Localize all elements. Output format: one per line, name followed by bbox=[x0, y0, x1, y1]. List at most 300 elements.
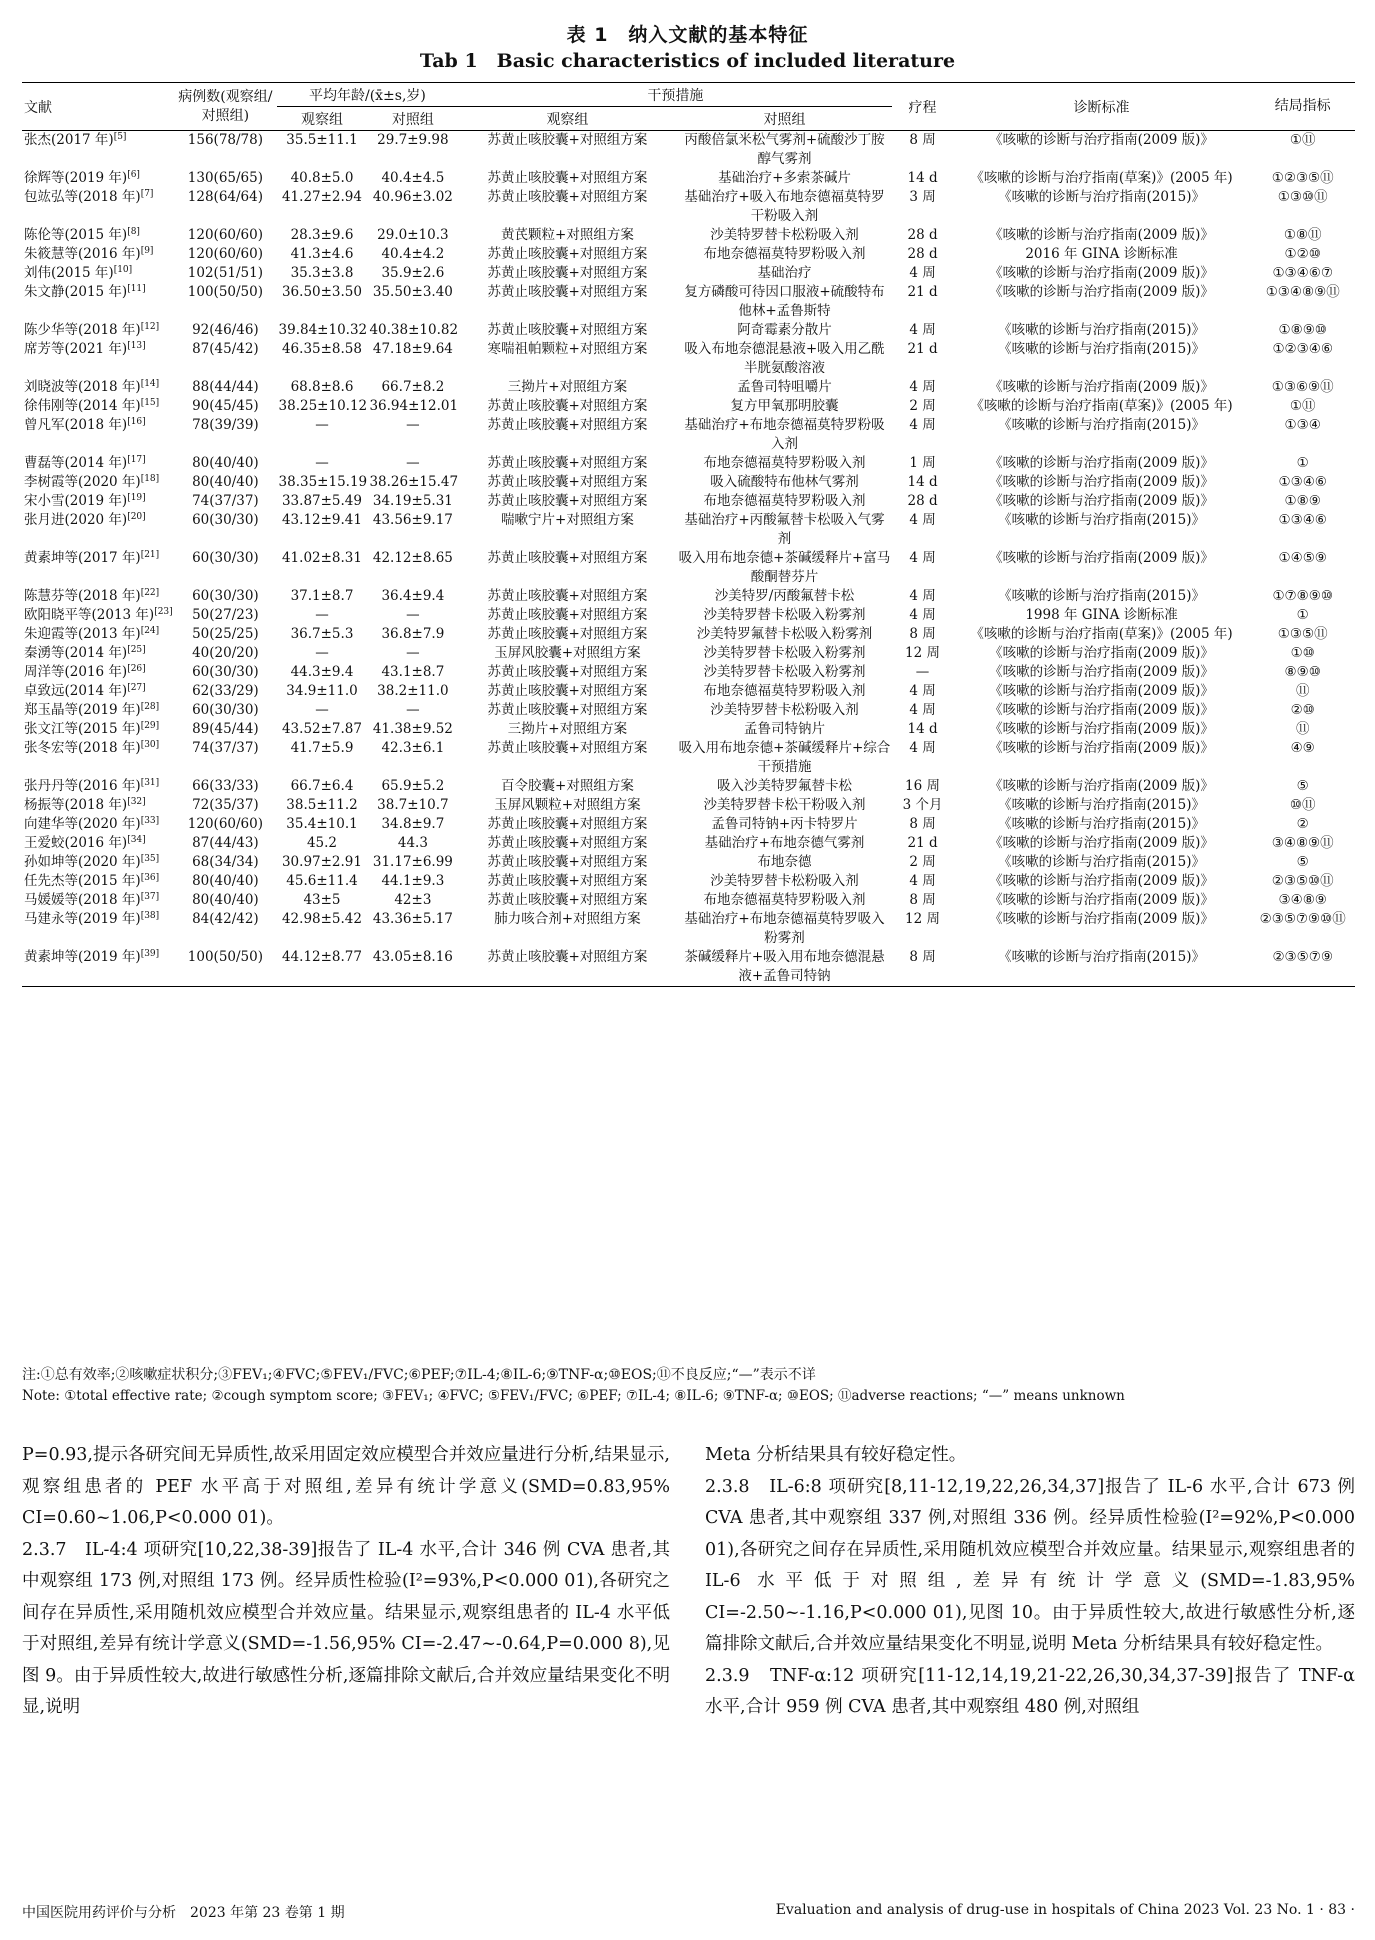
cell-int-obs: 苏黄止咳胶囊+对照组方案 bbox=[487, 683, 648, 699]
cell-diag: 《咳嗽的诊断与治疗指南(2009 版)》 bbox=[989, 284, 1214, 300]
cell-study bbox=[22, 720, 174, 739]
col-header-diagnosis: 诊断标准 bbox=[953, 83, 1251, 131]
cell-int-obs: 玉屏风颗粒+对照组方案 bbox=[494, 797, 641, 813]
study-name: 曾凡军(2018 年) bbox=[24, 417, 128, 433]
study-name: 马媛媛等(2018 年) bbox=[24, 892, 141, 908]
cell-study bbox=[22, 226, 174, 245]
table-row bbox=[22, 720, 1355, 739]
cell-int-obs: 苏黄止咳胶囊+对照组方案 bbox=[487, 322, 648, 338]
cell-course: 4 周 bbox=[909, 607, 936, 623]
cell-diag: 《咳嗽的诊断与治疗指南(2009 版)》 bbox=[989, 493, 1214, 509]
cell-int-obs: 三拗片+对照组方案 bbox=[507, 379, 628, 395]
cell-study bbox=[22, 910, 174, 948]
citation-ref[interactable]: [27] bbox=[127, 683, 146, 693]
cell-study bbox=[22, 891, 174, 910]
cell-outcome: ②③⑤⑦⑨⑩⑪ bbox=[1259, 911, 1346, 927]
cell-study bbox=[22, 872, 174, 891]
cell-int-ctrl: 沙美特罗替卡松吸入粉雾剂 bbox=[703, 645, 866, 661]
cell-age-obs: 36.7±5.3 bbox=[290, 626, 354, 642]
cell-outcome: ③④⑧⑨⑪ bbox=[1271, 835, 1334, 851]
table-row bbox=[22, 454, 1355, 473]
table-row bbox=[22, 663, 1355, 682]
cell-int-obs: 肺力咳合剂+对照组方案 bbox=[494, 911, 641, 927]
cell-int-obs: 苏黄止咳胶囊+对照组方案 bbox=[487, 626, 648, 642]
cell-outcome: ④⑨ bbox=[1290, 740, 1315, 756]
cell-int-obs: 玉屏风胶囊+对照组方案 bbox=[494, 645, 641, 661]
cell-int-ctrl: 沙美特罗替卡松粉吸入剂 bbox=[710, 873, 859, 889]
cell-course: — bbox=[915, 664, 930, 680]
study-name: 李树霞等(2020 年) bbox=[24, 474, 141, 490]
cell-study bbox=[22, 397, 174, 416]
citation-ref[interactable]: [9] bbox=[140, 246, 154, 256]
study-name: 朱文静(2015 年) bbox=[24, 284, 128, 300]
citation-ref[interactable]: [28] bbox=[140, 702, 160, 712]
citation-ref[interactable]: [5] bbox=[113, 132, 127, 142]
cell-diag: 《咳嗽的诊断与治疗指南(2015)》 bbox=[998, 816, 1205, 832]
cell-outcome: ⑪ bbox=[1295, 683, 1310, 699]
table-row bbox=[22, 131, 1355, 170]
table-row bbox=[22, 321, 1355, 340]
study-name: 孙如坤等(2020 年) bbox=[24, 854, 141, 870]
cell-study bbox=[22, 511, 174, 549]
cell-cases: 74(37/37) bbox=[192, 740, 259, 756]
cell-outcome: ①③④ bbox=[1284, 417, 1321, 433]
cell-course: 2 周 bbox=[909, 854, 936, 870]
citation-ref[interactable]: [17] bbox=[127, 455, 146, 465]
cell-int-ctrl: 孟鲁司特钠片 bbox=[743, 721, 825, 737]
citation-ref[interactable]: [10] bbox=[113, 265, 133, 275]
cell-age-ctrl: 43.56±9.17 bbox=[372, 512, 453, 528]
cell-diag: 《咳嗽的诊断与治疗指南(2015)》 bbox=[998, 854, 1205, 870]
citation-ref[interactable]: [34] bbox=[127, 835, 146, 845]
cell-cases: 156(78/78) bbox=[187, 132, 263, 148]
citation-ref[interactable]: [20] bbox=[127, 512, 146, 522]
table-row bbox=[22, 549, 1355, 587]
cell-course: 12 周 bbox=[905, 911, 941, 927]
table-row bbox=[22, 492, 1355, 511]
cell-cases: 120(60/60) bbox=[187, 246, 263, 262]
cell-diag: 《咳嗽的诊断与治疗指南(2009 版)》 bbox=[989, 550, 1214, 566]
citation-ref[interactable]: [7] bbox=[140, 189, 154, 199]
paragraph: P=0.93,提示各研究间无异质性,故采用固定效应模型合并效应量进行分析,结果显示,观察组患者的 PEF 水平高于对照组,差异有统计学意义(SMD=0.83,95% CI=0.60~1.06,P<0.000 01)。 bbox=[22, 1445, 670, 1528]
citation-ref[interactable]: [33] bbox=[140, 816, 160, 826]
col-header-int-ctrl: 对照组 bbox=[677, 107, 893, 131]
cell-study bbox=[22, 663, 174, 682]
cell-study bbox=[22, 834, 174, 853]
citation-ref[interactable]: [21] bbox=[140, 550, 160, 560]
cell-int-obs: 苏黄止咳胶囊+对照组方案 bbox=[487, 398, 648, 414]
cell-outcome: ⑤ bbox=[1296, 854, 1309, 870]
cell-cases: 60(30/30) bbox=[192, 550, 259, 566]
cell-study bbox=[22, 283, 174, 321]
cell-age-ctrl: 40.4±4.2 bbox=[381, 246, 445, 262]
cell-course: 21 d bbox=[907, 835, 938, 851]
citation-ref[interactable]: [13] bbox=[127, 341, 146, 351]
cell-cases: 87(44/43) bbox=[192, 835, 259, 851]
cell-cases: 90(45/45) bbox=[192, 398, 259, 414]
cell-diag: 《咳嗽的诊断与治疗指南(2009 版)》 bbox=[989, 664, 1214, 680]
paragraph: 2.3.7 IL-4:4 项研究[10,22,38-39]报告了 IL-4 水平,合计 346 例 CVA 患者,其中观察组 173 例,对照组 173 例。经异质性检验(I²=93%,P<0.000 01),各研究之间存在异质性,采用随机效应模型合并效应量。结果显示,观察组患者的 IL-4 水平低于对照组,差异有统计学意义(SMD=-1.56,95% CI=-2.47~-0.64,P=0.000 8),见图 9。由于异质性较大,故进行敏感性分析,逐篇排除文献后,合并效应量结果变化不明显,说明 bbox=[22, 1539, 670, 1717]
cell-age-ctrl: 66.7±8.2 bbox=[381, 379, 445, 395]
study-name: 陈少华等(2018 年) bbox=[24, 322, 141, 338]
cell-diag: 《咳嗽的诊断与治疗指南(2009 版)》 bbox=[989, 721, 1214, 737]
study-name: 刘伟(2015 年) bbox=[24, 265, 114, 281]
cell-course: 4 周 bbox=[909, 512, 936, 528]
cell-age-obs: 43.12±9.41 bbox=[281, 512, 362, 528]
table-row bbox=[22, 739, 1355, 777]
cell-course: 4 周 bbox=[909, 683, 936, 699]
cell-study bbox=[22, 796, 174, 815]
cell-age-ctrl: 38.2±11.0 bbox=[377, 683, 449, 699]
cell-cases: 60(30/30) bbox=[192, 512, 259, 528]
table-row bbox=[22, 245, 1355, 264]
cell-age-obs: 35.3±3.8 bbox=[290, 265, 354, 281]
note-cn: 注:①总有效率;②咳嗽症状积分;③FEV₁;④FVC;⑤FEV₁/FVC;⑥PEF;⑦IL-4;⑧IL-6;⑨TNF-α;⑩EOS;⑪不良反应;“—”表示不详 bbox=[22, 1367, 816, 1383]
cell-outcome: ①⑩ bbox=[1290, 645, 1315, 661]
cell-int-obs: 苏黄止咳胶囊+对照组方案 bbox=[487, 550, 648, 566]
cell-cases: 120(60/60) bbox=[187, 227, 263, 243]
citation-ref[interactable]: [39] bbox=[140, 949, 160, 959]
cell-age-ctrl: 29.0±10.3 bbox=[377, 227, 449, 243]
cell-cases: 80(40/40) bbox=[192, 474, 259, 490]
cell-cases: 66(33/33) bbox=[192, 778, 259, 794]
citation-ref[interactable]: [32] bbox=[127, 797, 146, 807]
cell-diag: 《咳嗽的诊断与治疗指南(2009 版)》 bbox=[989, 474, 1214, 490]
citation-ref[interactable]: [23] bbox=[154, 607, 173, 617]
cell-int-ctrl: 吸入用布地奈德+茶碱缓释片+综合干预措施 bbox=[678, 740, 891, 775]
cell-age-obs: 45.6±11.4 bbox=[286, 873, 358, 889]
table-row bbox=[22, 815, 1355, 834]
citation-ref[interactable]: [22] bbox=[140, 588, 160, 598]
cell-diag: 《咳嗽的诊断与治疗指南(2009 版)》 bbox=[989, 227, 1214, 243]
table-title-en: Tab 1 Basic characteristics of included literature bbox=[419, 50, 956, 72]
cell-diag: 《咳嗽的诊断与治疗指南(草案)》(2005 年) bbox=[970, 626, 1233, 642]
cell-course: 8 周 bbox=[909, 132, 936, 148]
cell-outcome: ①⑧⑨⑩ bbox=[1278, 322, 1327, 338]
cell-age-obs: 41.7±5.9 bbox=[290, 740, 354, 756]
cell-age-ctrl: 43.36±5.17 bbox=[372, 911, 453, 927]
cell-age-obs: — bbox=[315, 417, 329, 433]
cell-diag: 《咳嗽的诊断与治疗指南(2009 版)》 bbox=[989, 132, 1214, 148]
cell-age-obs: — bbox=[315, 702, 329, 718]
citation-ref[interactable]: [30] bbox=[140, 740, 160, 750]
cell-int-obs: 苏黄止咳胶囊+对照组方案 bbox=[487, 493, 648, 509]
citation-ref[interactable]: [37] bbox=[140, 892, 160, 902]
cell-age-ctrl: — bbox=[406, 417, 420, 433]
citation-ref[interactable]: [36] bbox=[140, 873, 160, 883]
cell-age-ctrl: — bbox=[406, 702, 420, 718]
cell-outcome: ①③⑥⑨⑪ bbox=[1271, 379, 1334, 395]
cell-cases: 60(30/30) bbox=[192, 702, 259, 718]
citation-ref[interactable]: [18] bbox=[140, 474, 160, 484]
table-title-cn: 表 1 纳入文献的基本特征 bbox=[566, 24, 809, 46]
cell-cases: 50(27/23) bbox=[192, 607, 259, 623]
cell-age-obs: 45.2 bbox=[306, 835, 338, 851]
cell-study bbox=[22, 340, 174, 378]
cell-int-ctrl: 沙美特罗替卡松干粉吸入剂 bbox=[703, 797, 866, 813]
cell-age-obs: 35.5±11.1 bbox=[286, 132, 358, 148]
study-name: 包竑弘等(2018 年) bbox=[24, 189, 141, 205]
citation-ref[interactable]: [6] bbox=[127, 170, 140, 180]
cell-age-ctrl: 36.8±7.9 bbox=[381, 626, 445, 642]
cell-age-obs: 43±5 bbox=[303, 892, 341, 908]
cell-int-ctrl: 基础治疗+布地奈德气雾剂 bbox=[704, 835, 865, 851]
cell-cases: 78(39/39) bbox=[192, 417, 259, 433]
table-row bbox=[22, 910, 1355, 948]
study-name: 周洋等(2016 年) bbox=[24, 664, 128, 680]
cell-cases: 102(51/51) bbox=[187, 265, 263, 281]
cell-int-obs: 苏黄止咳胶囊+对照组方案 bbox=[487, 892, 648, 908]
table-row bbox=[22, 625, 1355, 644]
cell-int-ctrl: 孟鲁司特咀嚼片 bbox=[737, 379, 832, 395]
cell-diag: 《咳嗽的诊断与治疗指南(2015)》 bbox=[998, 797, 1205, 813]
paragraph: 2.3.8 IL-6:8 项研究[8,11-12,19,22,26,34,37]报告了 IL-6 水平,合计 673 例 CVA 患者,其中观察组 337 例,对照组 336 例。经异质性检验(I²=92%,P<0.000 01),各研究之间存在异质性,采用随机效应模型合并效应量。结果显示,观察组患者的 IL-6 水平低于对照组,差异有统计学意义(SMD=-1.83,95% CI=-2.50~-1.16,P<0.000 01),见图 10。由于异质性较大,故进行敏感性分析,逐篇排除文献后,合并效应量结果变化不明显,说明 Meta 分析结果具有较好稳定性。 bbox=[705, 1476, 1355, 1654]
cell-cases: 60(30/30) bbox=[192, 588, 259, 604]
study-name: 宋小雪(2019 年) bbox=[24, 493, 128, 509]
table-row bbox=[22, 188, 1355, 226]
cell-outcome: ②③⑤⑦⑨ bbox=[1250, 948, 1355, 987]
cell-age-obs: 44.12±8.77 bbox=[277, 948, 368, 987]
cell-age-obs: 41.27±2.94 bbox=[281, 189, 362, 205]
cell-int-obs: 苏黄止咳胶囊+对照组方案 bbox=[487, 588, 648, 604]
cell-study bbox=[22, 948, 174, 987]
cell-age-obs: 41.02±8.31 bbox=[281, 550, 362, 566]
study-name: 朱筱慧等(2016 年) bbox=[24, 246, 141, 262]
study-name: 杨振等(2018 年) bbox=[24, 797, 128, 813]
cell-diag: 《咳嗽的诊断与治疗指南(2015)》 bbox=[998, 588, 1205, 604]
cell-age-ctrl: 42.12±8.65 bbox=[372, 550, 453, 566]
cell-int-obs: 苏黄止咳胶囊+对照组方案 bbox=[487, 835, 648, 851]
cell-cases: 62(33/29) bbox=[192, 683, 259, 699]
study-name: 秦湧等(2014 年) bbox=[24, 645, 128, 661]
cell-outcome: ⑪ bbox=[1295, 721, 1310, 737]
study-name: 马建永等(2019 年) bbox=[24, 911, 141, 927]
footer-journal-cn: 中国医院用药评价与分析 2023 年第 23 卷第 1 期 bbox=[22, 1905, 345, 1921]
table-row bbox=[22, 473, 1355, 492]
cell-int-ctrl: 布地奈德福莫特罗粉吸入剂 bbox=[703, 246, 866, 262]
study-name: 朱迎霞等(2013 年) bbox=[24, 626, 141, 642]
cell-int-obs: 苏黄止咳胶囊+对照组方案 bbox=[487, 816, 648, 832]
cell-cases: 80(40/40) bbox=[192, 873, 259, 889]
cell-study bbox=[22, 245, 174, 264]
cell-outcome: ⑧⑨⑩ bbox=[1284, 664, 1321, 680]
cell-diag: 《咳嗽的诊断与治疗指南(2009 版)》 bbox=[989, 265, 1214, 281]
citation-ref[interactable]: [26] bbox=[127, 664, 146, 674]
cell-cases: 80(40/40) bbox=[192, 455, 259, 471]
cell-age-obs: 43.52±7.87 bbox=[281, 721, 362, 737]
cell-course: 4 周 bbox=[909, 550, 936, 566]
cell-outcome: ①⑪ bbox=[1289, 398, 1316, 414]
cell-age-ctrl: — bbox=[406, 455, 420, 471]
cell-course: 14 d bbox=[907, 474, 938, 490]
cell-outcome: ①②③④⑥ bbox=[1272, 341, 1333, 357]
cell-course: 21 d bbox=[907, 284, 938, 300]
col-header-age: 平均年龄/(x̄±s,岁) bbox=[277, 83, 459, 107]
cell-int-obs: 苏黄止咳胶囊+对照组方案 bbox=[458, 948, 676, 987]
paragraph: Meta 分析结果具有较好稳定性。 bbox=[705, 1445, 967, 1465]
cell-cases: 100(50/50) bbox=[174, 948, 276, 987]
cell-age-ctrl: 35.50±3.40 bbox=[372, 284, 453, 300]
cell-diag: 1998 年 GINA 诊断标准 bbox=[1025, 607, 1178, 623]
cell-diag: 《咳嗽的诊断与治疗指南(2015)》 bbox=[998, 322, 1205, 338]
citation-ref[interactable]: [8] bbox=[127, 227, 140, 237]
cell-course: 16 周 bbox=[905, 778, 941, 794]
cell-course: 12 周 bbox=[905, 645, 941, 661]
citation-ref[interactable]: [35] bbox=[140, 854, 160, 864]
cell-int-obs: 苏黄止咳胶囊+对照组方案 bbox=[487, 740, 648, 756]
cell-course: 2 周 bbox=[909, 398, 936, 414]
cell-course: 4 周 bbox=[909, 873, 936, 889]
cell-int-obs: 苏黄止咳胶囊+对照组方案 bbox=[487, 265, 648, 281]
study-name: 徐伟刚等(2014 年) bbox=[24, 398, 141, 414]
cell-study bbox=[22, 682, 174, 701]
cell-age-ctrl: 40.96±3.02 bbox=[372, 189, 453, 205]
cell-age-obs: 66.7±6.4 bbox=[290, 778, 354, 794]
table-row bbox=[22, 378, 1355, 397]
cell-age-obs: 44.3±9.4 bbox=[290, 664, 354, 680]
cell-course: 14 d bbox=[907, 721, 938, 737]
cell-int-ctrl: 基础治疗 bbox=[757, 265, 812, 281]
cell-cases: 92(46/46) bbox=[192, 322, 259, 338]
citation-ref[interactable]: [16] bbox=[127, 417, 146, 427]
cell-int-obs: 苏黄止咳胶囊+对照组方案 bbox=[487, 417, 648, 433]
cell-cases: 88(44/44) bbox=[192, 379, 259, 395]
cell-int-obs: 三拗片+对照组方案 bbox=[507, 721, 628, 737]
cell-outcome: ①⑧⑪ bbox=[1283, 227, 1322, 243]
cell-cases: 128(64/64) bbox=[187, 189, 263, 205]
cell-course: 8 周 bbox=[909, 626, 936, 642]
cell-study bbox=[22, 606, 174, 625]
cell-outcome: ①⑧⑨ bbox=[1284, 493, 1321, 509]
cell-int-ctrl: 布地奈德福莫特罗粉吸入剂 bbox=[703, 493, 866, 509]
col-header-outcome: 结局指标 bbox=[1250, 83, 1355, 131]
citation-ref[interactable]: [25] bbox=[127, 645, 146, 655]
citation-ref[interactable]: [31] bbox=[140, 778, 160, 788]
cell-diag: 《咳嗽的诊断与治疗指南(2015)》 bbox=[998, 189, 1205, 205]
cell-int-ctrl: 基础治疗+吸入布地奈德福莫特罗干粉吸入剂 bbox=[684, 189, 885, 224]
cell-diag: 《咳嗽的诊断与治疗指南(2015)》 bbox=[953, 948, 1251, 987]
cell-study bbox=[22, 549, 174, 587]
cell-age-ctrl: 44.3 bbox=[397, 835, 428, 851]
study-name: 陈慧芬等(2018 年) bbox=[24, 588, 141, 604]
cell-age-obs: 42.98±5.42 bbox=[281, 911, 362, 927]
cell-int-ctrl: 沙美特罗替卡松吸入粉雾剂 bbox=[703, 607, 866, 623]
table-row bbox=[22, 606, 1355, 625]
cell-int-obs: 苏黄止咳胶囊+对照组方案 bbox=[487, 170, 648, 186]
cell-int-ctrl: 丙酸倍氯米松气雾剂+硫酸沙丁胺醇气雾剂 bbox=[684, 132, 885, 167]
table-row bbox=[22, 340, 1355, 378]
cell-age-ctrl: 40.38±10.82 bbox=[369, 322, 459, 338]
cell-int-ctrl: 基础治疗+布地奈德福莫特罗吸入粉雾剂 bbox=[684, 911, 885, 946]
cell-diag: 《咳嗽的诊断与治疗指南(草案)》(2005 年) bbox=[970, 398, 1233, 414]
cell-outcome: ⑩⑪ bbox=[1289, 797, 1316, 813]
cell-course: 14 d bbox=[907, 170, 938, 186]
citation-ref[interactable]: [29] bbox=[140, 721, 160, 731]
cell-age-ctrl: 42±3 bbox=[394, 892, 432, 908]
cell-int-obs: 苏黄止咳胶囊+对照组方案 bbox=[487, 873, 648, 889]
table-row bbox=[22, 891, 1355, 910]
citation-ref[interactable]: [19] bbox=[127, 493, 146, 503]
cell-diag: 《咳嗽的诊断与治疗指南(2009 版)》 bbox=[989, 835, 1214, 851]
cell-study bbox=[22, 321, 174, 340]
cell-age-ctrl: 36.94±12.01 bbox=[369, 398, 459, 414]
table-row bbox=[22, 511, 1355, 549]
cell-age-ctrl: — bbox=[406, 607, 420, 623]
citation-ref[interactable]: [11] bbox=[127, 284, 146, 294]
cell-course: 4 周 bbox=[909, 588, 936, 604]
table-row bbox=[22, 169, 1355, 188]
cell-age-obs: 46.35±8.58 bbox=[281, 341, 362, 357]
cell-outcome: ①③④⑥⑦ bbox=[1272, 265, 1333, 281]
cell-int-ctrl: 复方磷酸可待因口服液+硫酸特布他林+孟鲁斯特 bbox=[684, 284, 885, 319]
cell-cases: 72(35/37) bbox=[192, 797, 259, 813]
cell-diag: 《咳嗽的诊断与治疗指南(2009 版)》 bbox=[989, 892, 1214, 908]
cell-course: 4 周 bbox=[909, 417, 936, 433]
cell-outcome: ①③④⑧⑨⑪ bbox=[1265, 284, 1340, 300]
cell-study bbox=[22, 777, 174, 796]
study-name: 张文江等(2015 年) bbox=[24, 721, 141, 737]
cell-int-obs: 苏黄止咳胶囊+对照组方案 bbox=[487, 854, 648, 870]
cell-int-ctrl: 吸入沙美特罗氟替卡松 bbox=[716, 778, 852, 794]
cell-int-ctrl: 沙美特罗替卡松粉吸入剂 bbox=[710, 227, 859, 243]
cell-cases: 68(34/34) bbox=[192, 854, 259, 870]
cell-study bbox=[22, 492, 174, 511]
cell-age-obs: — bbox=[315, 645, 329, 661]
cell-study bbox=[22, 587, 174, 606]
cell-age-obs: 38.25±10.12 bbox=[278, 398, 368, 414]
table-row bbox=[22, 948, 1355, 987]
cell-int-ctrl: 复方甲氧那明胶囊 bbox=[730, 398, 839, 414]
cell-age-obs: 35.4±10.1 bbox=[286, 816, 358, 832]
study-name: 向建华等(2020 年) bbox=[24, 816, 141, 832]
cell-diag: 《咳嗽的诊断与治疗指南(2015)》 bbox=[998, 512, 1205, 528]
table-notes bbox=[22, 1365, 1355, 1407]
cell-study bbox=[22, 853, 174, 872]
cell-age-obs: — bbox=[315, 455, 329, 471]
cell-diag: 《咳嗽的诊断与治疗指南(2015)》 bbox=[998, 417, 1205, 433]
citation-ref[interactable]: [14] bbox=[140, 379, 160, 389]
table-row bbox=[22, 587, 1355, 606]
cell-study bbox=[22, 454, 174, 473]
study-name: 席芳等(2021 年) bbox=[24, 341, 128, 357]
cell-study bbox=[22, 378, 174, 397]
col-header-age-obs: 观察组 bbox=[277, 107, 368, 131]
cell-age-ctrl: — bbox=[406, 645, 420, 661]
table-row bbox=[22, 777, 1355, 796]
cell-course: 28 d bbox=[907, 227, 938, 243]
citation-ref[interactable]: [24] bbox=[140, 626, 160, 636]
cell-age-ctrl: 38.7±10.7 bbox=[377, 797, 449, 813]
cell-course: 28 d bbox=[907, 246, 938, 262]
citation-ref[interactable]: [12] bbox=[140, 322, 160, 332]
cell-age-ctrl: 40.4±4.5 bbox=[381, 170, 445, 186]
cell-study bbox=[22, 625, 174, 644]
study-name: 黄素坤等(2019 年) bbox=[24, 949, 141, 965]
study-name: 黄素坤等(2017 年) bbox=[24, 550, 141, 566]
citation-ref[interactable]: [38] bbox=[140, 911, 160, 921]
citation-ref[interactable]: [15] bbox=[140, 398, 160, 408]
table-row bbox=[22, 644, 1355, 663]
cell-cases: 120(60/60) bbox=[187, 816, 263, 832]
cell-int-ctrl: 布地奈德福莫特罗粉吸入剂 bbox=[703, 892, 866, 908]
cell-int-ctrl: 孟鲁司特钠+丙卡特罗片 bbox=[711, 816, 858, 832]
cell-age-ctrl: 36.4±9.4 bbox=[381, 588, 445, 604]
table-row bbox=[22, 853, 1355, 872]
cell-outcome: ①②③⑤⑪ bbox=[1271, 170, 1334, 186]
cell-diag: 《咳嗽的诊断与治疗指南(2009 版)》 bbox=[989, 702, 1214, 718]
cell-outcome: ②③⑤⑩⑪ bbox=[1271, 873, 1334, 889]
cell-study bbox=[22, 188, 174, 226]
